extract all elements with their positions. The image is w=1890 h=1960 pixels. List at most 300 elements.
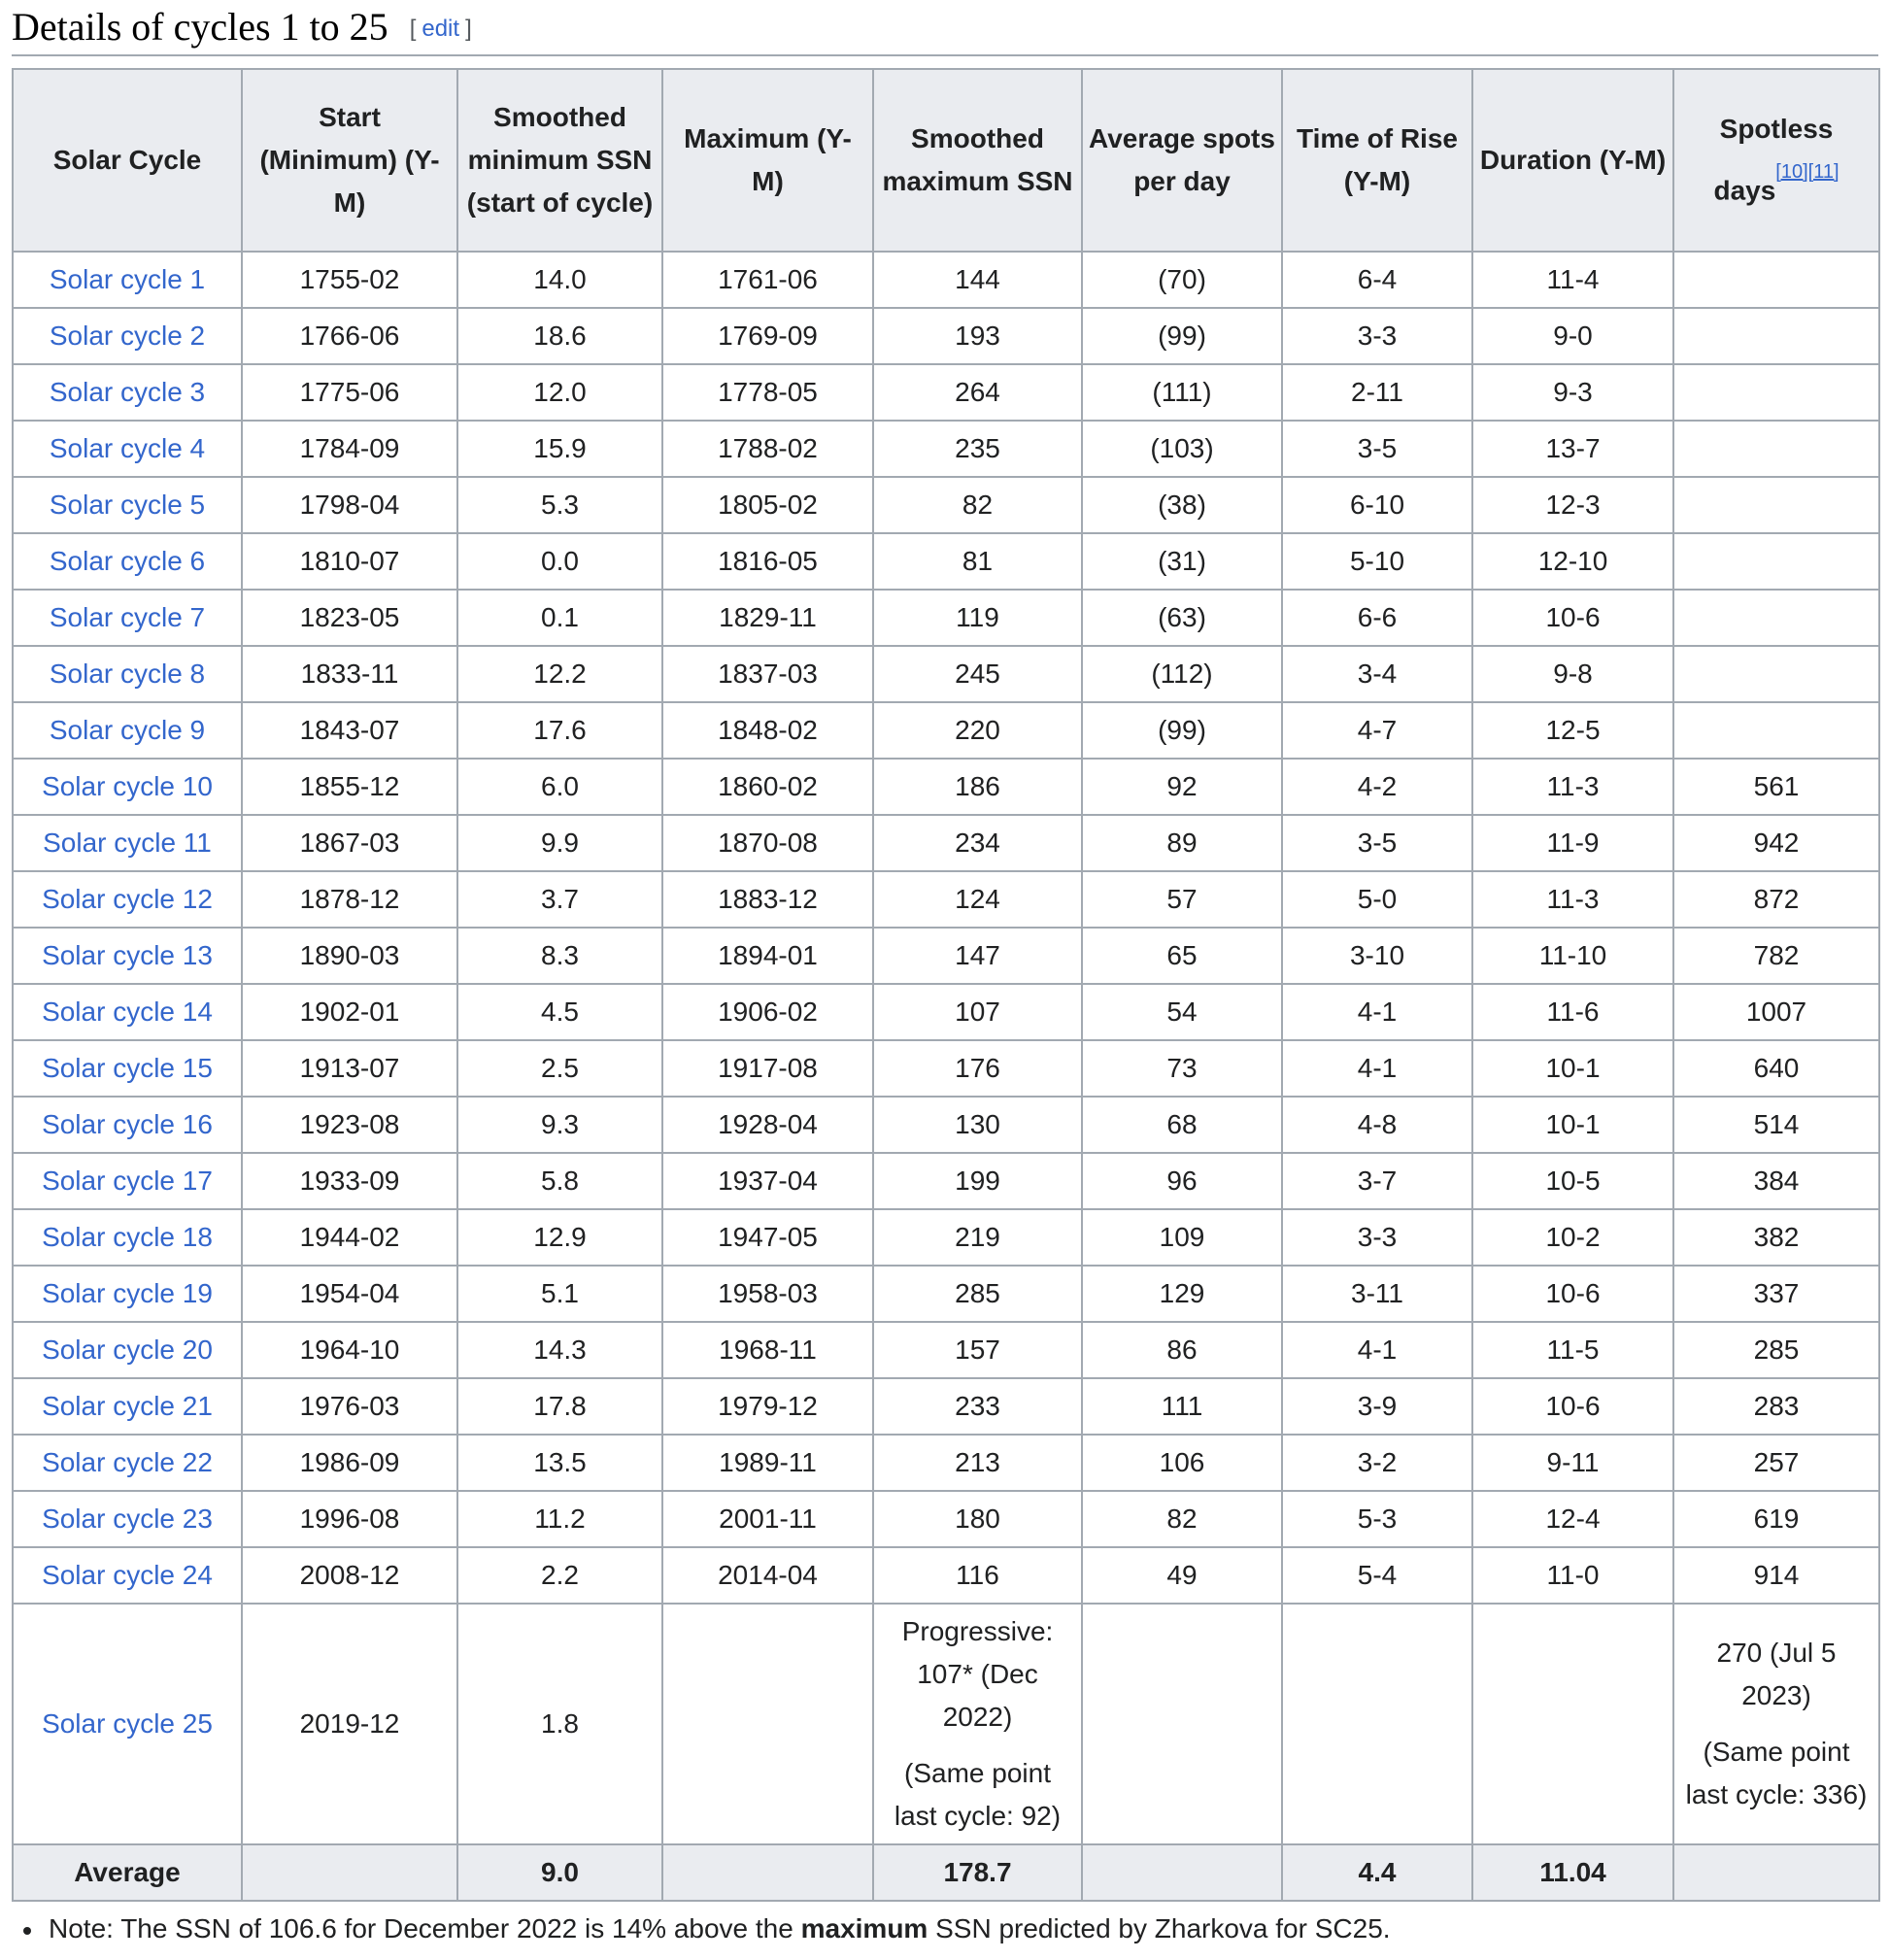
edit-link[interactable]: edit	[422, 16, 460, 42]
cell-max-ssn: 235	[873, 421, 1082, 477]
cell-cycle-name	[13, 1435, 242, 1491]
cell-spotless-days: 283	[1673, 1378, 1879, 1435]
cell-min-ssn: 14.3	[457, 1322, 662, 1378]
cell-min-ssn: 3.7	[457, 871, 662, 928]
cell-start: 1810-07	[242, 533, 457, 590]
cell-spotless-days	[1673, 533, 1879, 590]
cell-min-ssn: 2.5	[457, 1040, 662, 1097]
cell-time-of-rise: 6-6	[1282, 590, 1472, 646]
cell-maximum: 1958-03	[662, 1266, 873, 1322]
table-row	[13, 364, 1879, 421]
cell-average-label: Average	[13, 1844, 242, 1901]
edit-bracket-open: [	[409, 16, 417, 42]
cell-spotless-days: 384	[1673, 1153, 1879, 1209]
cell-cycle-name	[13, 702, 242, 759]
cell-spotless-days: 640	[1673, 1040, 1879, 1097]
cell-duration: 10-6	[1472, 590, 1673, 646]
cell-maximum: 1906-02	[662, 984, 873, 1040]
cell-maximum: 2014-04	[662, 1547, 873, 1604]
table-row	[13, 1491, 1879, 1547]
solar-cycles-table	[12, 68, 1880, 1902]
cell-min-ssn: 17.6	[457, 702, 662, 759]
cell-avg-spots: 57	[1082, 871, 1282, 928]
cell-max-ssn: 234	[873, 815, 1082, 871]
col-header-max-ssn: Smoothed maximum SSN	[873, 69, 1082, 252]
cycle-link[interactable]: Solar cycle 17	[42, 1166, 213, 1196]
cell-duration: 11-3	[1472, 871, 1673, 928]
cell-cycle-name	[13, 252, 242, 308]
average-row	[13, 1844, 1879, 1901]
cell-min-ssn: 13.5	[457, 1435, 662, 1491]
col-header-start: Start (Minimum) (Y-M)	[242, 69, 457, 252]
cell-avg-spots: 111	[1082, 1378, 1282, 1435]
cell-duration: 10-6	[1472, 1266, 1673, 1322]
cell-spotless-days: 619	[1673, 1491, 1879, 1547]
cell-time-of-rise: 5-10	[1282, 533, 1472, 590]
cell-maximum: 1761-06	[662, 252, 873, 308]
cell-time-of-rise: 3-7	[1282, 1153, 1472, 1209]
cell-duration: 11-9	[1472, 815, 1673, 871]
cell-start: 2019-12	[242, 1604, 457, 1844]
cell-duration: 11-0	[1472, 1547, 1673, 1604]
cell-start: 1923-08	[242, 1097, 457, 1153]
cell-max-ssn: 147	[873, 928, 1082, 984]
table-row	[13, 1040, 1879, 1097]
cell-max-ssn: 119	[873, 590, 1082, 646]
cell-average-duration: 11.04	[1472, 1844, 1673, 1901]
cell-spotless-days: 561	[1673, 759, 1879, 815]
cell-cycle-name	[13, 1266, 242, 1322]
cycle-link[interactable]: Solar cycle 18	[42, 1222, 213, 1252]
cell-maximum: 1805-02	[662, 477, 873, 533]
cell-average-start	[242, 1844, 457, 1901]
cell-start: 1913-07	[242, 1040, 457, 1097]
cell-avg-spots: 106	[1082, 1435, 1282, 1491]
cycle-link[interactable]: Solar cycle 25	[42, 1708, 213, 1739]
cell-maximum: 1829-11	[662, 590, 873, 646]
cell-time-of-rise: 4-7	[1282, 702, 1472, 759]
cell-max-ssn: 199	[873, 1153, 1082, 1209]
cell-avg-spots: (112)	[1082, 646, 1282, 702]
cell-time-of-rise: 4-1	[1282, 1322, 1472, 1378]
cell-max-ssn: 82	[873, 477, 1082, 533]
cycle-link[interactable]: Solar cycle 16	[42, 1109, 213, 1139]
cell-spotless-days	[1673, 646, 1879, 702]
table-row	[13, 984, 1879, 1040]
cell-spotless-days: 382	[1673, 1209, 1879, 1266]
spotless-current: 270 (Jul 5 2023)	[1716, 1638, 1837, 1710]
table-row	[13, 421, 1879, 477]
cell-spotless-days: 257	[1673, 1435, 1879, 1491]
cell-time-of-rise: 4-8	[1282, 1097, 1472, 1153]
cell-min-ssn: 18.6	[457, 308, 662, 364]
cell-duration: 9-0	[1472, 308, 1673, 364]
cell-avg-spots: 68	[1082, 1097, 1282, 1153]
cell-spotless-days: 914	[1673, 1547, 1879, 1604]
cell-avg-spots: 109	[1082, 1209, 1282, 1266]
cell-max-ssn: 213	[873, 1435, 1082, 1491]
cell-spotless-days: 782	[1673, 928, 1879, 984]
footnote	[23, 1909, 1391, 1948]
cell-start: 1944-02	[242, 1209, 457, 1266]
table-row	[13, 815, 1879, 871]
table-row	[13, 477, 1879, 533]
reference-link[interactable]: [10][11]	[1775, 161, 1839, 184]
cell-max-ssn: 176	[873, 1040, 1082, 1097]
cell-cycle-name	[13, 1491, 242, 1547]
cell-start: 1843-07	[242, 702, 457, 759]
cell-duration: 12-5	[1472, 702, 1673, 759]
cell-min-ssn: 5.8	[457, 1153, 662, 1209]
cell-time-of-rise: 3-9	[1282, 1378, 1472, 1435]
cell-maximum	[662, 1604, 873, 1844]
cell-duration: 12-3	[1472, 477, 1673, 533]
cycle-link[interactable]: Solar cycle 7	[49, 602, 206, 632]
cell-start: 1996-08	[242, 1491, 457, 1547]
cell-avg-spots: (111)	[1082, 364, 1282, 421]
cell-time-of-rise: 3-2	[1282, 1435, 1472, 1491]
cell-cycle-name	[13, 1322, 242, 1378]
cell-cycle-name	[13, 984, 242, 1040]
section-heading	[12, 0, 1878, 56]
cell-average-maximum	[662, 1844, 873, 1901]
cell-avg-spots: 129	[1082, 1266, 1282, 1322]
cell-avg-spots: (99)	[1082, 702, 1282, 759]
cycle-link[interactable]: Solar cycle 12	[42, 884, 213, 914]
cell-min-ssn: 4.5	[457, 984, 662, 1040]
cell-maximum: 1860-02	[662, 759, 873, 815]
cell-spotless-days	[1673, 1604, 1879, 1844]
cell-maximum: 1837-03	[662, 646, 873, 702]
cell-duration: 11-5	[1472, 1322, 1673, 1378]
cell-start: 1964-10	[242, 1322, 457, 1378]
table-row	[13, 252, 1879, 308]
cell-cycle-name	[13, 759, 242, 815]
cell-min-ssn: 5.1	[457, 1266, 662, 1322]
cell-maximum: 1917-08	[662, 1040, 873, 1097]
cell-time-of-rise: 3-3	[1282, 1209, 1472, 1266]
cell-avg-spots: 54	[1082, 984, 1282, 1040]
spotless-days-label: Spotless days	[1713, 114, 1834, 206]
cell-time-of-rise: 4-1	[1282, 1040, 1472, 1097]
table-row-cycle-25	[13, 1604, 1879, 1844]
cell-duration: 10-2	[1472, 1209, 1673, 1266]
cell-start: 1976-03	[242, 1378, 457, 1435]
cell-min-ssn: 0.0	[457, 533, 662, 590]
cell-average-avg-spots	[1082, 1844, 1282, 1901]
cell-min-ssn: 9.3	[457, 1097, 662, 1153]
cycle-link[interactable]: Solar cycle 8	[49, 659, 206, 689]
cell-maximum: 1928-04	[662, 1097, 873, 1153]
cell-time-of-rise: 3-4	[1282, 646, 1472, 702]
cell-duration: 12-4	[1472, 1491, 1673, 1547]
edit-section	[410, 16, 472, 42]
col-header-time-of-rise: Time of Rise (Y-M)	[1282, 69, 1472, 252]
cell-max-ssn: 186	[873, 759, 1082, 815]
cell-time-of-rise: 6-10	[1282, 477, 1472, 533]
table-row	[13, 702, 1879, 759]
cell-spotless-days	[1673, 364, 1879, 421]
cell-min-ssn: 0.1	[457, 590, 662, 646]
cell-avg-spots: 65	[1082, 928, 1282, 984]
table-row	[13, 928, 1879, 984]
cell-avg-spots: (38)	[1082, 477, 1282, 533]
cycle-link[interactable]: Solar cycle 5	[49, 490, 206, 520]
table-row	[13, 759, 1879, 815]
cell-start: 1775-06	[242, 364, 457, 421]
cell-maximum: 1894-01	[662, 928, 873, 984]
cell-maximum: 1989-11	[662, 1435, 873, 1491]
cell-cycle-name	[13, 928, 242, 984]
cycle-link[interactable]: Solar cycle 4	[49, 433, 206, 463]
cell-start: 1986-09	[242, 1435, 457, 1491]
header-row	[13, 69, 1879, 252]
cell-start: 1798-04	[242, 477, 457, 533]
cell-maximum: 1848-02	[662, 702, 873, 759]
section-title: Details of cycles 1 to 25	[12, 5, 388, 49]
cell-cycle-name	[13, 815, 242, 871]
cell-spotless-days: 337	[1673, 1266, 1879, 1322]
cell-spotless-days: 514	[1673, 1097, 1879, 1153]
cycle-link[interactable]: Solar cycle 1	[49, 264, 206, 294]
cycle-link[interactable]: Solar cycle 3	[49, 377, 206, 407]
cell-min-ssn: 9.9	[457, 815, 662, 871]
cycle-link[interactable]: Solar cycle 10	[42, 771, 213, 801]
cell-max-ssn: 81	[873, 533, 1082, 590]
cell-duration: 10-5	[1472, 1153, 1673, 1209]
cell-duration: 10-1	[1472, 1040, 1673, 1097]
cell-avg-spots: (70)	[1082, 252, 1282, 308]
cycle-link[interactable]: Solar cycle 20	[42, 1335, 213, 1365]
cell-start: 1755-02	[242, 252, 457, 308]
cell-duration: 9-11	[1472, 1435, 1673, 1491]
cell-min-ssn: 11.2	[457, 1491, 662, 1547]
cell-max-ssn: 130	[873, 1097, 1082, 1153]
cell-maximum: 1778-05	[662, 364, 873, 421]
cell-start: 1766-06	[242, 308, 457, 364]
cell-start: 1867-03	[242, 815, 457, 871]
cell-spotless-days: 872	[1673, 871, 1879, 928]
col-header-solar-cycle: Solar Cycle	[13, 69, 242, 252]
cell-maximum: 1883-12	[662, 871, 873, 928]
cycle-link[interactable]: Solar cycle 14	[42, 997, 213, 1027]
cell-start: 1890-03	[242, 928, 457, 984]
cell-max-ssn: 285	[873, 1266, 1082, 1322]
cell-time-of-rise: 3-11	[1282, 1266, 1472, 1322]
cell-max-ssn: 116	[873, 1547, 1082, 1604]
cell-cycle-name	[13, 1604, 242, 1844]
cell-cycle-name	[13, 1040, 242, 1097]
col-header-avg-spots: Average spots per day	[1082, 69, 1282, 252]
cell-max-ssn: 180	[873, 1491, 1082, 1547]
cell-maximum: 1870-08	[662, 815, 873, 871]
cell-spotless-days	[1673, 252, 1879, 308]
cell-cycle-name	[13, 1378, 242, 1435]
cell-time-of-rise: 3-3	[1282, 308, 1472, 364]
table-row	[13, 1266, 1879, 1322]
col-header-min-ssn: Smoothed minimum SSN (start of cycle)	[457, 69, 662, 252]
cell-time-of-rise: 3-5	[1282, 815, 1472, 871]
table-row	[13, 646, 1879, 702]
cycle-link[interactable]: Solar cycle 22	[42, 1447, 213, 1477]
cell-spotless-days	[1673, 702, 1879, 759]
cell-avg-spots	[1082, 1604, 1282, 1844]
cell-avg-spots: (31)	[1082, 533, 1282, 590]
cell-start: 1833-11	[242, 646, 457, 702]
cell-time-of-rise: 3-10	[1282, 928, 1472, 984]
cell-time-of-rise: 4-2	[1282, 759, 1472, 815]
cell-avg-spots: 86	[1082, 1322, 1282, 1378]
note-suffix: SSN predicted by Zharkova for SC25.	[928, 1913, 1391, 1943]
table-row	[13, 871, 1879, 928]
cell-start: 1823-05	[242, 590, 457, 646]
cell-cycle-name	[13, 308, 242, 364]
cycle-link[interactable]: Solar cycle 23	[42, 1504, 213, 1534]
cell-max-ssn: 264	[873, 364, 1082, 421]
table-row	[13, 1435, 1879, 1491]
cell-spotless-days	[1673, 421, 1879, 477]
cell-start: 1784-09	[242, 421, 457, 477]
cell-duration: 11-3	[1472, 759, 1673, 815]
note-prefix: Note: The SSN of 106.6 for December 2022 is 14% above the	[49, 1913, 801, 1943]
cycle-link[interactable]: Solar cycle 6	[49, 546, 206, 576]
cell-time-of-rise	[1282, 1604, 1472, 1844]
table-row	[13, 533, 1879, 590]
cell-cycle-name	[13, 590, 242, 646]
cell-max-ssn: 233	[873, 1378, 1082, 1435]
cell-max-ssn: 220	[873, 702, 1082, 759]
cell-max-ssn: 157	[873, 1322, 1082, 1378]
cycle-link[interactable]: Solar cycle 9	[49, 715, 206, 745]
cell-min-ssn: 12.9	[457, 1209, 662, 1266]
note-bold: maximum	[800, 1913, 928, 1943]
cell-cycle-name	[13, 646, 242, 702]
cell-time-of-rise: 5-3	[1282, 1491, 1472, 1547]
cycle-link[interactable]: Solar cycle 19	[42, 1278, 213, 1308]
cycle-link[interactable]: Solar cycle 15	[42, 1053, 213, 1083]
cycle-link[interactable]: Solar cycle 24	[42, 1560, 213, 1590]
cell-max-ssn: 107	[873, 984, 1082, 1040]
cell-min-ssn: 17.8	[457, 1378, 662, 1435]
cell-min-ssn: 6.0	[457, 759, 662, 815]
cell-max-ssn: 193	[873, 308, 1082, 364]
col-header-maximum: Maximum (Y-M)	[662, 69, 873, 252]
cell-spotless-days: 942	[1673, 815, 1879, 871]
cell-maximum: 1816-05	[662, 533, 873, 590]
table-row	[13, 1378, 1879, 1435]
cell-spotless-days	[1673, 308, 1879, 364]
cell-cycle-name	[13, 477, 242, 533]
cell-maximum: 1788-02	[662, 421, 873, 477]
col-header-duration: Duration (Y-M)	[1472, 69, 1673, 252]
table-row	[13, 308, 1879, 364]
cell-avg-spots: 73	[1082, 1040, 1282, 1097]
cell-average-rise: 4.4	[1282, 1844, 1472, 1901]
cell-duration: 9-3	[1472, 364, 1673, 421]
cycle-link[interactable]: Solar cycle 13	[42, 940, 213, 970]
cell-duration: 13-7	[1472, 421, 1673, 477]
cell-min-ssn: 1.8	[457, 1604, 662, 1844]
cell-maximum: 1968-11	[662, 1322, 873, 1378]
cell-spotless-days: 1007	[1673, 984, 1879, 1040]
cell-start: 2008-12	[242, 1547, 457, 1604]
cycle-link[interactable]: Solar cycle 2	[49, 321, 206, 351]
cell-avg-spots: (63)	[1082, 590, 1282, 646]
cell-cycle-name	[13, 364, 242, 421]
table-row	[13, 1547, 1879, 1604]
cell-max-ssn: 245	[873, 646, 1082, 702]
cell-duration: 10-6	[1472, 1378, 1673, 1435]
cell-min-ssn: 8.3	[457, 928, 662, 984]
cell-max-ssn	[873, 1604, 1082, 1844]
cell-cycle-name	[13, 1547, 242, 1604]
cell-avg-spots: (103)	[1082, 421, 1282, 477]
cell-duration: 11-4	[1472, 252, 1673, 308]
cell-max-ssn: 219	[873, 1209, 1082, 1266]
cell-avg-spots: 92	[1082, 759, 1282, 815]
cell-duration: 12-10	[1472, 533, 1673, 590]
cell-maximum: 2001-11	[662, 1491, 873, 1547]
cell-time-of-rise: 5-0	[1282, 871, 1472, 928]
cell-maximum: 1769-09	[662, 308, 873, 364]
cell-time-of-rise: 3-5	[1282, 421, 1472, 477]
cell-duration: 11-6	[1472, 984, 1673, 1040]
cell-cycle-name	[13, 1097, 242, 1153]
table-row	[13, 1209, 1879, 1266]
cell-spotless-days	[1673, 477, 1879, 533]
cell-time-of-rise: 5-4	[1282, 1547, 1472, 1604]
cell-cycle-name	[13, 871, 242, 928]
cell-min-ssn: 2.2	[457, 1547, 662, 1604]
edit-bracket-close: ]	[465, 16, 472, 42]
col-header-spotless-days	[1673, 69, 1879, 252]
cell-start: 1954-04	[242, 1266, 457, 1322]
cell-spotless-days	[1673, 590, 1879, 646]
cell-start: 1902-01	[242, 984, 457, 1040]
cell-average-max-ssn: 178.7	[873, 1844, 1082, 1901]
cell-avg-spots: 49	[1082, 1547, 1282, 1604]
cell-maximum: 1937-04	[662, 1153, 873, 1209]
cell-cycle-name	[13, 421, 242, 477]
cell-average-min-ssn: 9.0	[457, 1844, 662, 1901]
cell-start: 1855-12	[242, 759, 457, 815]
cycle-link[interactable]: Solar cycle 21	[42, 1391, 213, 1421]
max-ssn-progressive: Progressive: 107* (Dec 2022)	[901, 1616, 1054, 1732]
cell-time-of-rise: 6-4	[1282, 252, 1472, 308]
cycle-link[interactable]: Solar cycle 11	[43, 828, 212, 858]
max-ssn-last-cycle: (Same point last cycle: 92)	[894, 1758, 1062, 1831]
spotless-last-cycle: (Same point last cycle: 336)	[1685, 1737, 1868, 1809]
cell-max-ssn: 144	[873, 252, 1082, 308]
cell-avg-spots: (99)	[1082, 308, 1282, 364]
cell-min-ssn: 14.0	[457, 252, 662, 308]
cell-min-ssn: 12.2	[457, 646, 662, 702]
cell-duration: 10-1	[1472, 1097, 1673, 1153]
cell-start: 1933-09	[242, 1153, 457, 1209]
cell-duration: 9-8	[1472, 646, 1673, 702]
cell-min-ssn: 15.9	[457, 421, 662, 477]
cell-time-of-rise: 2-11	[1282, 364, 1472, 421]
bullet-icon	[23, 1927, 31, 1935]
cell-maximum: 1979-12	[662, 1378, 873, 1435]
cell-avg-spots: 96	[1082, 1153, 1282, 1209]
cell-average-spotless	[1673, 1844, 1879, 1901]
cell-min-ssn: 12.0	[457, 364, 662, 421]
cell-duration: 11-10	[1472, 928, 1673, 984]
cell-avg-spots: 89	[1082, 815, 1282, 871]
table-row	[13, 1322, 1879, 1378]
table-row	[13, 590, 1879, 646]
